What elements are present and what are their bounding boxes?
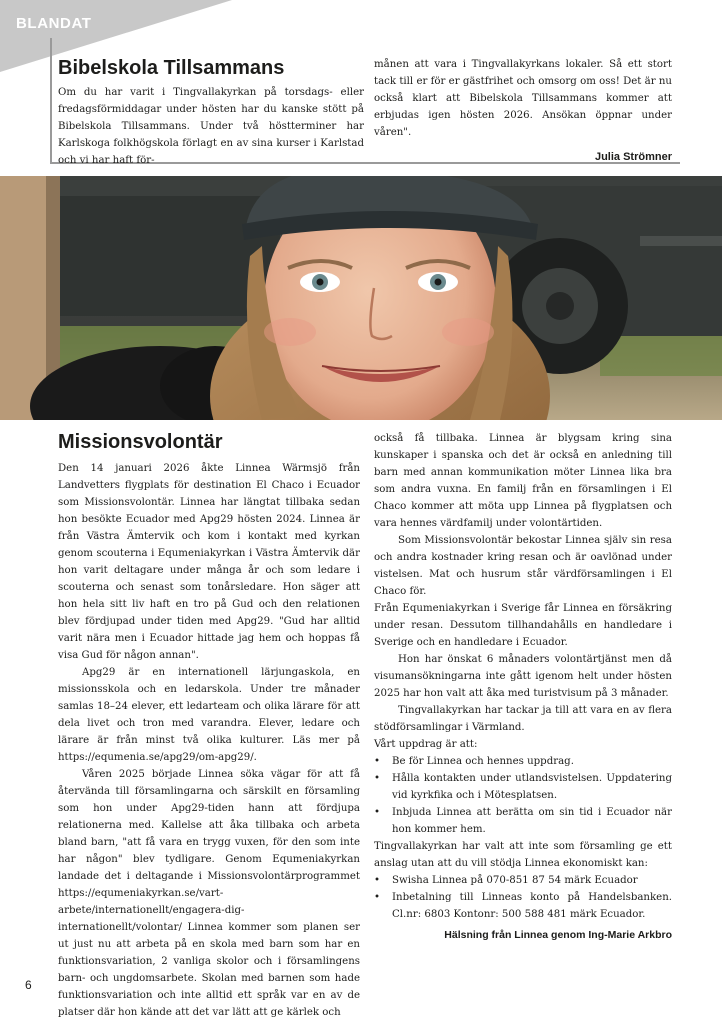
article1-signature: Julia Strömner (594, 151, 672, 163)
article2-paragraph: Den 14 januari 2026 åkte Linnea Wärmsjö från Landvetters flygplats för destination El Chaco i Ecuador som Missionsvolontär. Linnea har längtat tillbaka sedan hon besökte Ecuador med Apg29 hösten 2024. Linnea är från Västra Ämtervik och kom i kontakt med kyrkan genom scouterna i Equmeniakyrkan i Västra Ämtervik där hon varit deltagare under många år och som ledare i scouterna och senast som tonårsledare. Hon säger att hon hela sitt liv haft en tro på Gud och den relationen blev fördjupad under tiden med Apg29. "Gud har alltid varit nära men i Ecuador hittade jag hem och hoppas få visa Gud för någon annan". (58, 463, 360, 661)
article2-paragraph: Hon har önskat 6 månaders volontärtjänst men då visumansökningarna inte gått igenom helt under hösten 2025 har hon valt att åka med turistvisum på 3 månader. (374, 654, 672, 699)
article1-body-right: månen att vara i Tingvallakyrkans lokaler. Så ett stort tack till er för er gästfrihet och omsorg om oss! Det är nu också klart att Bibelskola Tillsammans kommer att erbjudas igen hösten 2026. Ansökan öppnar under våren". (374, 59, 672, 138)
list-item: • Hålla kontakten under utlandsvistelsen. Uppdatering vid kyrkfika och i Mötesplatsen. (374, 770, 672, 804)
article2-title: Missionsvolontär (58, 431, 223, 453)
mission-list (374, 753, 672, 838)
vertical-divider (50, 38, 52, 162)
article2-paragraph: Tingvallakyrkan har tackar ja till att vara en av flera stödförsamlingar i Värmland. (374, 705, 672, 733)
list-item: • Inbetalning till Linneas konto på Handelsbanken. Cl.nr: 6803 Kontonr: 500 588 481 märk Ecuador. (374, 889, 672, 923)
article2-paragraph: Våren 2025 började Linnea söka vägar för att få återvända till församlingarna och särskilt en församling som hon under Apg29-tiden hann att fördjupa relationerna med. Kallelse att åka tillbaka och arbeta bland barn, "att få vara en trygg vuxen, för den som inte har någon" blev tydligare. Genom Equmeniakyrkan landade det i deltagande i Missionsvolontärprogrammet https://equmeniakyrkan.se/vart-arbete/internationellt/engagera-dig-internationellt/volontar/ Linnea kommer som planen ser ut just nu att arbeta på en skola med barn som har en funktionsvariation, 2 vanliga skolor och i församlingens barn- och ungdomsarbete. Skolan med barnen som hade funktionsvariation och inte alltid ett språk var en av de platser där hon kände att det var lätt att ge kärlek och (58, 769, 360, 1018)
article1-column-right (374, 56, 672, 166)
article1-body-left: Om du har varit i Tingvallakyrkan på torsdags- eller fredagsförmiddagar under hösten har du kanske stött på Bibelskola Tillsammans. Under två höstterminer har Karlskoga folkhögskola förlagt en av sina kurser i Karlstad och vi har haft för- (58, 87, 364, 166)
photo-illustration (0, 176, 722, 420)
page-number: 6 (25, 978, 32, 992)
article2-paragraph: också få tillbaka. Linnea är blygsam kring sina kunskaper i spanska och det är också en anledning till barn med annan kommunikation möter Linnea lika bra som andra vuxna. En familj från en församlingen i El Chaco kommer att möta upp Linnea på flygplatsen och vara hennes värdfamilj under volontärtiden. (374, 433, 672, 529)
article2-column-left (58, 460, 360, 1021)
mission-intro: Vårt uppdrag är att: (374, 739, 478, 750)
list-item: • Inbjuda Linnea att berätta om sin tid i Ecuador när hon kommer hem. (374, 804, 672, 838)
article2-column-right (374, 430, 672, 944)
article1-column-left (58, 84, 364, 169)
article2-signature: Hälsning från Linnea genom Ing-Marie Arkbro (444, 929, 672, 941)
portrait-photo (0, 176, 722, 420)
section-label: BLANDAT (16, 15, 92, 32)
article2-paragraph: Som Missionsvolontär bekostar Linnea själv sin resa och andra kostnader kring resan och är oavlönad under vistelsen. Mat och husrum står värdförsamlingen i El Chaco för. (374, 535, 672, 597)
support-list (374, 872, 672, 923)
support-intro: Tingvallakyrkan har valt att inte som församling ge ett anslag utan att du vill stödja Linnea ekonomiskt kan: (374, 841, 672, 869)
list-item: • Be för Linnea och hennes uppdrag. (374, 753, 672, 770)
article2-paragraph: Apg29 är en internationell lärjungaskola, en missionsskola och en ledarskola. Under tre månader samlas 18–24 elever, ett ledarteam och olika lärare för att dela livet och tron med varandra. Elever, ledare och lärare är från minst två olika kulturer. Läs mer på https://equmenia.se/apg29/om-apg29/. (58, 667, 360, 763)
article1-title: Bibelskola Tillsammans (58, 57, 285, 79)
list-item: • Swisha Linnea på 070-851 87 54 märk Ecuador (374, 872, 672, 889)
article2-paragraph: Från Equmeniakyrkan i Sverige får Linnea en försäkring under resan. Dessutom tillhandahålls en handledare i Sverige och en handledare i Ecuador. (374, 603, 672, 648)
